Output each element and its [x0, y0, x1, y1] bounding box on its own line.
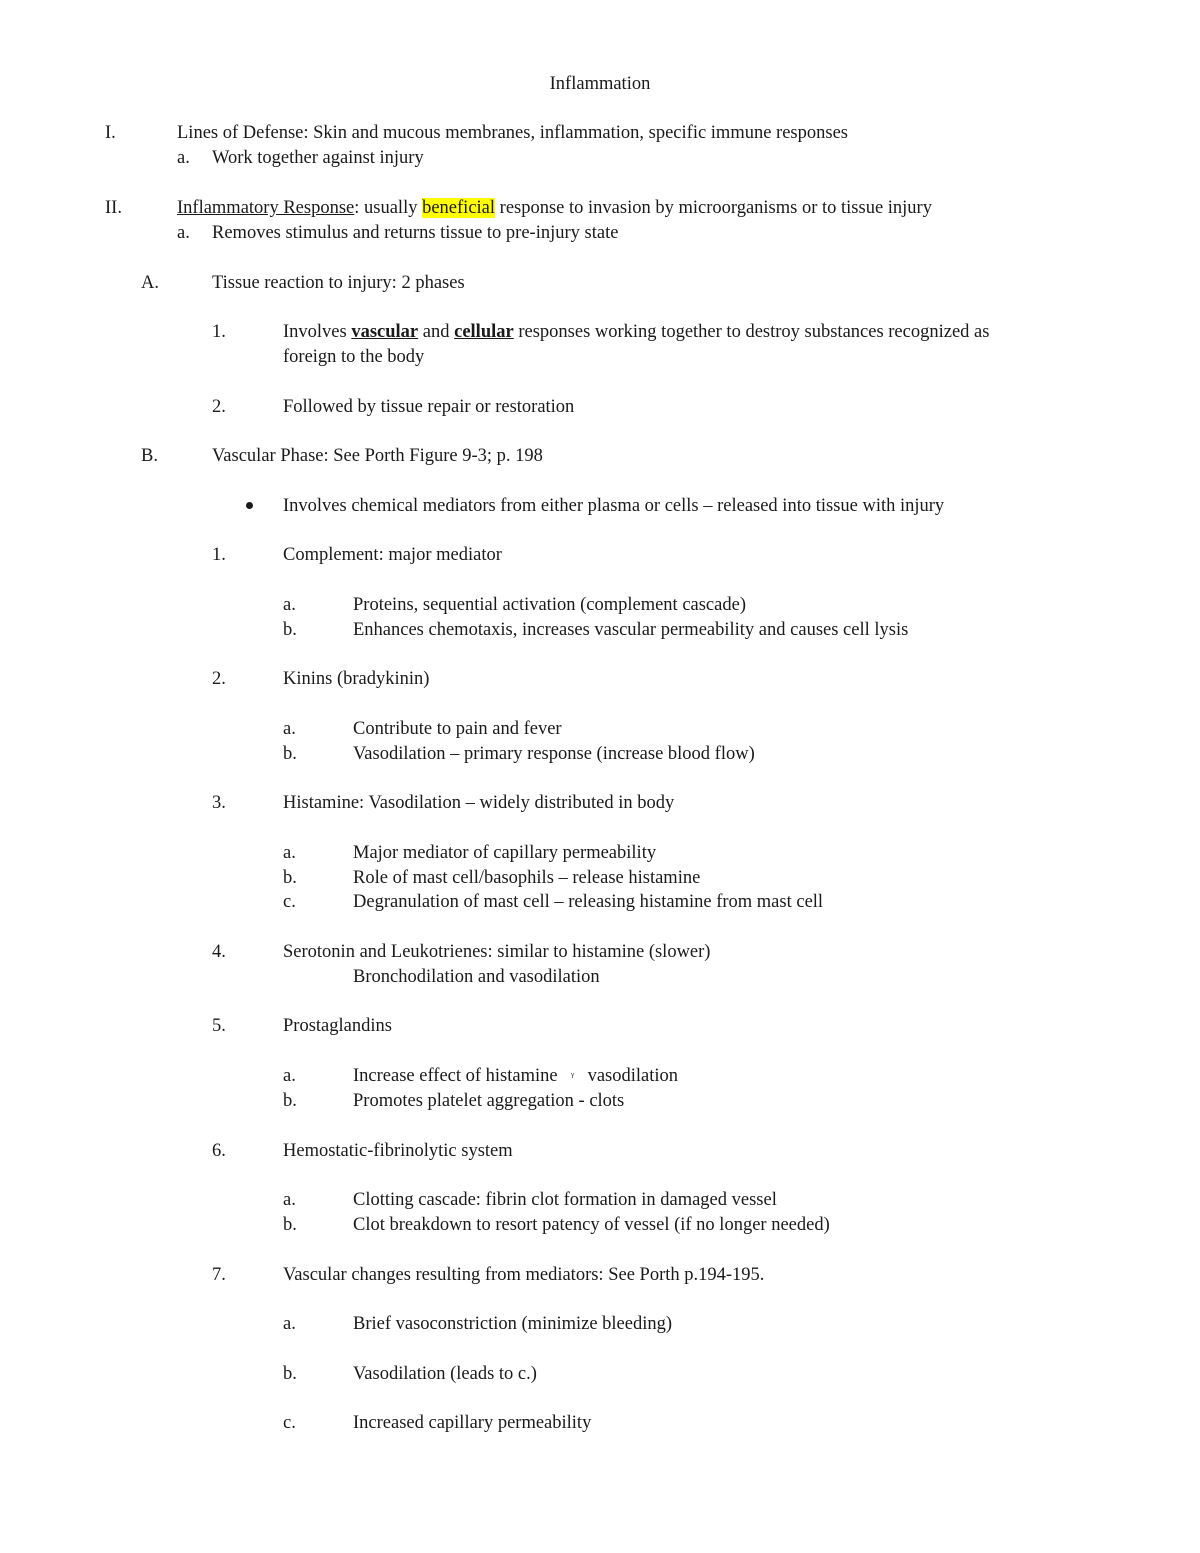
- mediator-2-marker: 2.: [212, 669, 226, 689]
- section-a-text: Tissue reaction to injury: 2 phases: [212, 273, 465, 293]
- mediator-3-sub-b-marker: b.: [283, 868, 297, 888]
- mediator-1-sub-a-text: Proteins, sequential activation (complement cascade): [353, 595, 746, 615]
- section-a-marker: A.: [141, 273, 159, 293]
- mediator-3-sub-c-text: Degranulation of mast cell – releasing histamine from mast cell: [353, 892, 824, 912]
- mediator-1-marker: 1.: [212, 545, 226, 565]
- roman-2-sub-a-marker: a.: [177, 223, 190, 243]
- mediator-6-marker: 6.: [212, 1141, 226, 1161]
- mediator-7-marker: 7.: [212, 1265, 226, 1285]
- roman-1-text: Lines of Defense: Skin and mucous membranes, inflammation, specific immune responses: [177, 123, 848, 143]
- mediator-6-sub-b-marker: b.: [283, 1215, 297, 1235]
- page-title: Inflammation: [549, 74, 651, 94]
- roman-2-sub-a-text: Removes stimulus and returns tissue to pre-injury state: [212, 223, 619, 243]
- roman-1-marker: I.: [105, 123, 116, 143]
- section-b-text: Vascular Phase: See Porth Figure 9-3; p. 198: [212, 446, 543, 466]
- mediator-1-sub-b-text: Enhances chemotaxis, increases vascular permeability and causes cell lysis: [353, 620, 909, 640]
- mediator-2-text: Kinins (bradykinin): [283, 669, 430, 689]
- mediator-6-text: Hemostatic-fibrinolytic system: [283, 1141, 513, 1161]
- mediator-5-sub-a-marker: a.: [283, 1066, 296, 1086]
- mediator-3-marker: 3.: [212, 793, 226, 813]
- mediator-7-sub-a-text: Brief vasoconstriction (minimize bleeding): [353, 1314, 673, 1334]
- roman-2-text: [177, 196, 932, 220]
- mediator-7-text: Vascular changes resulting from mediators: See Porth p.194-195.: [283, 1265, 765, 1285]
- section-a-item-2-text: Followed by tissue repair or restoration: [283, 397, 575, 417]
- mediator-4-text: Serotonin and Leukotrienes: similar to histamine (slower): [283, 942, 711, 962]
- item-1-mid: and: [418, 322, 455, 342]
- mediator-6-sub-b-text: Clot breakdown to resort patency of vessel (if no longer needed): [353, 1215, 830, 1235]
- mediator-3-sub-b-text: Role of mast cell/basophils – release histamine: [353, 868, 701, 888]
- mediator-7-sub-b-marker: b.: [283, 1364, 297, 1384]
- mediator-2-sub-a-text: Contribute to pain and fever: [353, 719, 562, 739]
- mediator-4-marker: 4.: [212, 942, 226, 962]
- mediator-3-sub-a-text: Major mediator of capillary permeability: [353, 843, 657, 863]
- section-b-marker: B.: [141, 446, 158, 466]
- highlighted-word: beneficial: [422, 198, 496, 218]
- mediator-6-sub-a-text: Clotting cascade: fibrin clot formation in damaged vessel: [353, 1190, 777, 1210]
- section-a-item-1-line2: foreign to the body: [283, 347, 425, 367]
- section-b-bullet-text: Involves chemical mediators from either plasma or cells – released into tissue with injury: [283, 496, 945, 516]
- mediator-5-marker: 5.: [212, 1016, 226, 1036]
- inflammatory-response-term: Inflammatory Response: [177, 198, 355, 218]
- roman-2-marker: II.: [105, 198, 122, 218]
- vascular-term: vascular: [351, 322, 419, 342]
- mediator-7-sub-a-marker: a.: [283, 1314, 296, 1334]
- roman-1-sub-a-text: Work together against injury: [212, 148, 424, 168]
- arrow-symbol-icon: ᵞ: [571, 1069, 575, 1083]
- roman-2-pre: : usually: [354, 198, 423, 218]
- section-a-item-1-marker: 1.: [212, 322, 226, 342]
- mediator-7-sub-b-text: Vasodilation (leads to c.): [353, 1364, 537, 1384]
- mediator-7-sub-c-marker: c.: [283, 1413, 296, 1433]
- mediator-5-sub-a-text: [353, 1064, 678, 1088]
- mediator-1-sub-b-marker: b.: [283, 620, 297, 640]
- bullet-icon: [246, 502, 253, 509]
- roman-2-post: response to invasion by microorganisms or to tissue injury: [495, 198, 932, 218]
- sub-a-text-part2: vasodilation: [587, 1066, 679, 1086]
- mediator-4-continuation: Bronchodilation and vasodilation: [353, 967, 600, 987]
- mediator-2-sub-a-marker: a.: [283, 719, 296, 739]
- mediator-3-sub-c-marker: c.: [283, 892, 296, 912]
- item-1-pre: Involves: [283, 322, 352, 342]
- mediator-2-sub-b-marker: b.: [283, 744, 297, 764]
- section-a-item-2-marker: 2.: [212, 397, 226, 417]
- roman-1-sub-a-marker: a.: [177, 148, 190, 168]
- mediator-6-sub-a-marker: a.: [283, 1190, 296, 1210]
- mediator-1-text: Complement: major mediator: [283, 545, 502, 565]
- cellular-term: cellular: [454, 322, 514, 342]
- mediator-2-sub-b-text: Vasodilation – primary response (increase blood flow): [353, 744, 755, 764]
- mediator-3-sub-a-marker: a.: [283, 843, 296, 863]
- mediator-1-sub-a-marker: a.: [283, 595, 296, 615]
- mediator-7-sub-c-text: Increased capillary permeability: [353, 1413, 592, 1433]
- mediator-3-text: Histamine: Vasodilation – widely distributed in body: [283, 793, 675, 813]
- mediator-5-text: Prostaglandins: [283, 1016, 392, 1036]
- mediator-5-sub-b-marker: b.: [283, 1091, 297, 1111]
- mediator-5-sub-b-text: Promotes platelet aggregation - clots: [353, 1091, 625, 1111]
- section-a-item-1-text: [283, 320, 989, 344]
- item-1-post: responses working together to destroy substances recognized as: [513, 322, 990, 342]
- sub-a-text-part1: Increase effect of histamine: [353, 1066, 558, 1086]
